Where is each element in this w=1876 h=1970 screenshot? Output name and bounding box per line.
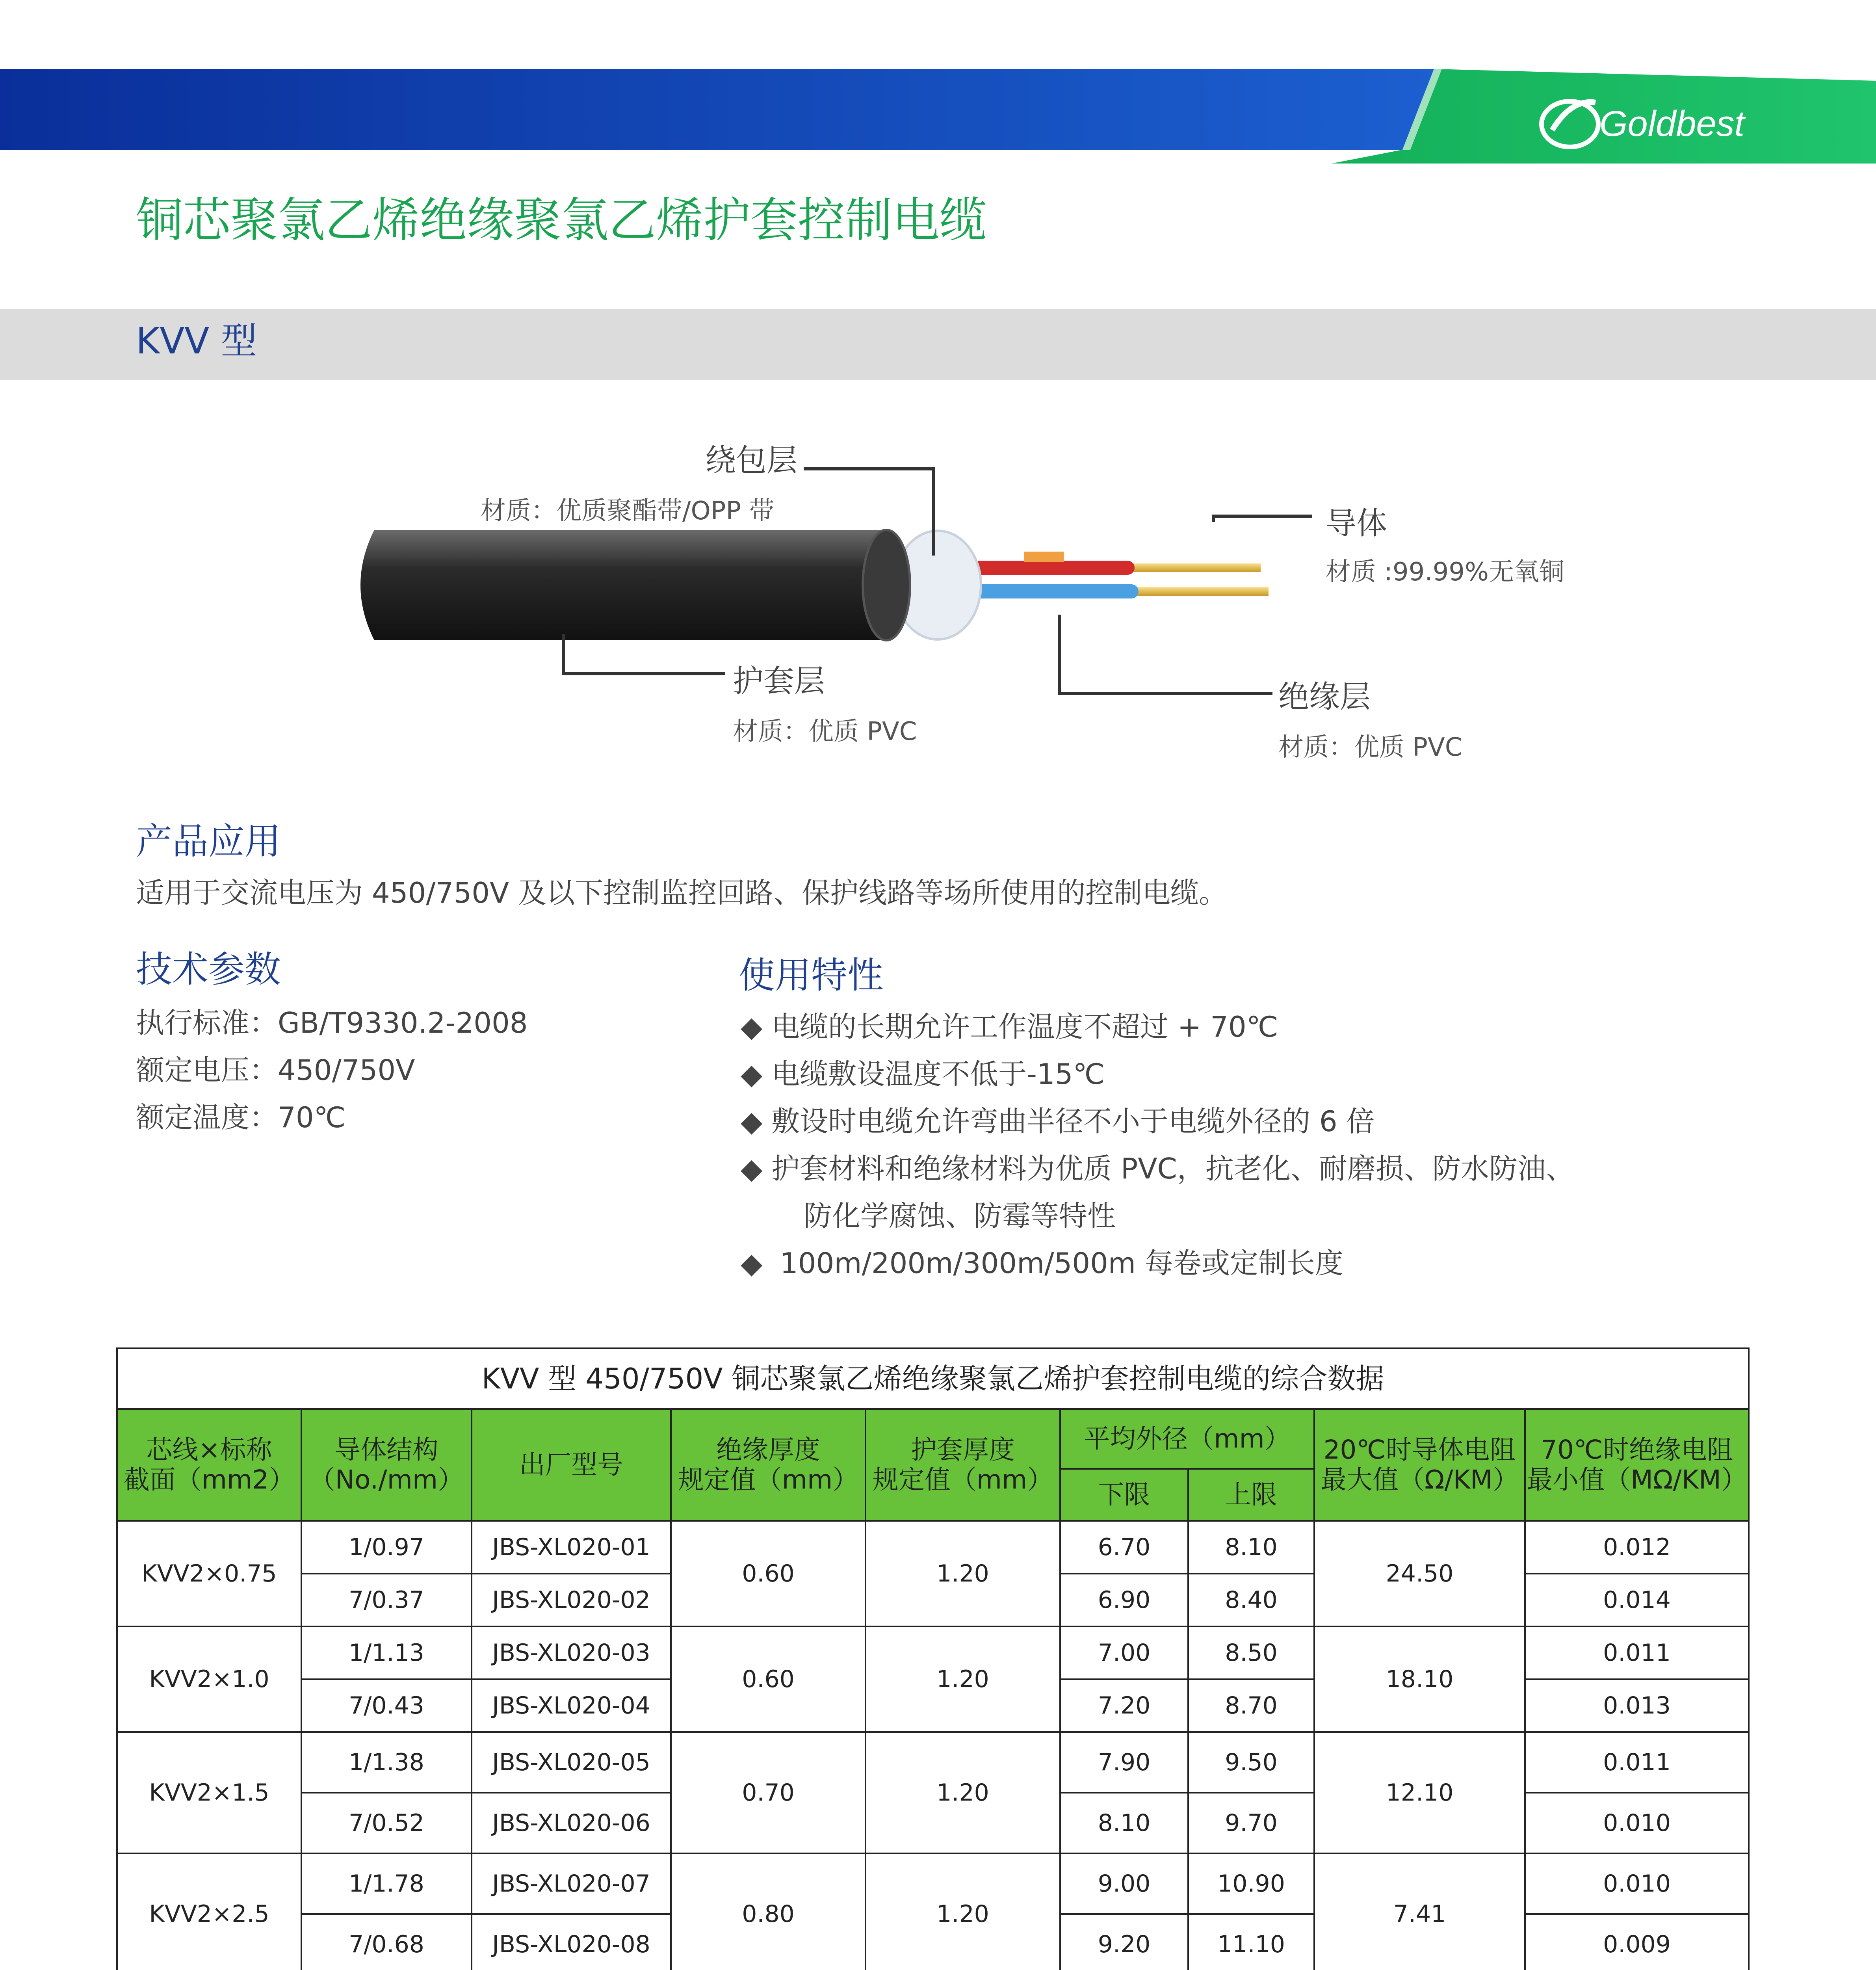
cell-diameter-min: 6.90 [1060, 1574, 1188, 1626]
insulation-label: 绝缘层 [1278, 679, 1371, 715]
cell-resistance: 7.41 [1314, 1853, 1525, 1970]
tech-item: 额定电压：450/750V [136, 1054, 415, 1087]
diamond-bullet-icon: ◆ [741, 1057, 763, 1091]
cell-sheath: 1.20 [866, 1521, 1060, 1626]
cell-insulation-resistance: 0.014 [1525, 1574, 1749, 1626]
cell-insulation-resistance: 0.013 [1525, 1679, 1749, 1732]
table-caption: KVV 型 450/750V 铜芯聚氯乙烯绝缘聚氯乙烯护套控制电缆的综合数据 [117, 1348, 1749, 1409]
feature-item: ◆ 护套材料和绝缘材料为优质 PVC，抗老化、耐磨损、防水防油、 [741, 1152, 1574, 1185]
cell-structure: 7/0.52 [301, 1793, 472, 1853]
cell-diameter-min: 8.10 [1060, 1793, 1188, 1853]
cell-resistance: 24.50 [1314, 1521, 1525, 1626]
cell-insulation-resistance: 0.010 [1525, 1853, 1749, 1914]
cell-sheath: 1.20 [866, 1626, 1060, 1732]
col-header-insulation: 绝缘厚度 规定值（mm） [671, 1409, 866, 1521]
cell-structure: 1/1.78 [301, 1853, 472, 1914]
feature-item: ◆ 电缆的长期允许工作温度不超过 + 70℃ [741, 1010, 1278, 1043]
cell-structure: 1/0.97 [301, 1521, 472, 1574]
col-header-insulation-resistance: 70℃时绝缘电阻 最小值（MΩ/KM） [1525, 1409, 1749, 1521]
cell-core-spec: KVV2×1.5 [117, 1732, 301, 1853]
cell-insulation-resistance: 0.011 [1525, 1626, 1749, 1679]
cell-structure: 1/1.38 [301, 1732, 472, 1793]
cell-insulation-resistance: 0.010 [1525, 1793, 1749, 1853]
cell-insulation: 0.70 [671, 1732, 866, 1853]
col-header-core: 芯线×标称 截面（mm2） [117, 1409, 301, 1521]
cell-structure: 7/0.43 [301, 1679, 472, 1732]
cell-diameter-min: 6.70 [1060, 1521, 1188, 1574]
col-header-diameter: 平均外径（mm） [1060, 1409, 1314, 1469]
diamond-bullet-icon: ◆ [741, 1152, 763, 1185]
col-header-resistance: 20℃时导体电阻 最大值（Ω/KM） [1314, 1409, 1525, 1521]
cell-diameter-max: 8.70 [1188, 1679, 1314, 1732]
cell-core-spec: KVV2×1.0 [117, 1626, 301, 1732]
tech-item: 额定温度：70℃ [136, 1101, 346, 1134]
page-title: 铜芯聚氯乙烯绝缘聚氯乙烯护套控制电缆 [136, 193, 987, 248]
cell-sheath: 1.20 [866, 1732, 1060, 1853]
feature-item-continued: 防化学腐蚀、防霉等特性 [804, 1199, 1116, 1232]
cell-structure: 7/0.37 [301, 1574, 472, 1626]
cell-diameter-min: 7.90 [1060, 1732, 1188, 1793]
cell-insulation-resistance: 0.009 [1525, 1914, 1749, 1970]
cell-diameter-max: 8.10 [1188, 1521, 1314, 1574]
cable-diagram [0, 394, 1876, 788]
wrap-layer-material: 材质：优质聚酯带/OPP 带 [481, 496, 775, 526]
diamond-bullet-icon: ◆ [741, 1247, 763, 1280]
cell-core-spec: KVV2×2.5 [117, 1853, 301, 1970]
conductor-label: 导体 [1326, 506, 1387, 541]
cell-diameter-max: 10.90 [1188, 1853, 1314, 1914]
cell-diameter-min: 7.20 [1060, 1679, 1188, 1732]
cell-resistance: 12.10 [1314, 1732, 1525, 1853]
diamond-bullet-icon: ◆ [741, 1010, 763, 1043]
cell-structure: 7/0.68 [301, 1914, 472, 1970]
brand-name: Goldbest [1599, 104, 1745, 144]
sheath-label: 护套层 [733, 663, 825, 699]
features-heading: 使用特性 [739, 954, 884, 996]
wrap-layer-label: 绕包层 [705, 443, 798, 478]
cell-diameter-max: 8.40 [1188, 1574, 1314, 1626]
col-header-sheath: 护套厚度 规定值（mm） [866, 1409, 1060, 1521]
cell-diameter-max: 9.50 [1188, 1732, 1314, 1793]
table-row [117, 1521, 1749, 1574]
col-header-min: 下限 [1060, 1469, 1188, 1521]
insulation-material: 材质：优质 PVC [1278, 733, 1463, 762]
cell-insulation-resistance: 0.011 [1525, 1732, 1749, 1793]
cell-diameter-max: 9.70 [1188, 1793, 1314, 1853]
model-band [0, 309, 1876, 380]
cell-structure: 1/1.13 [301, 1626, 472, 1679]
tech-item: 执行标准：GB/T9330.2-2008 [136, 1006, 528, 1039]
cell-diameter-min: 7.00 [1060, 1626, 1188, 1679]
cell-core-spec: KVV2×0.75 [117, 1521, 301, 1626]
sheath-material: 材质：优质 PVC [733, 717, 917, 746]
cell-resistance: 18.10 [1314, 1626, 1525, 1732]
cell-insulation-resistance: 0.012 [1525, 1521, 1749, 1574]
diamond-bullet-icon: ◆ [741, 1105, 763, 1138]
cell-model: JBS-XL020-07 [472, 1853, 671, 1914]
cell-model: JBS-XL020-05 [472, 1732, 671, 1793]
cell-diameter-max: 8.50 [1188, 1626, 1314, 1679]
cell-insulation: 0.60 [671, 1626, 866, 1732]
cell-model: JBS-XL020-06 [472, 1793, 671, 1853]
col-header-model: 出厂型号 [472, 1409, 671, 1521]
feature-item: ◆ 电缆敷设温度不低于-15℃ [741, 1057, 1105, 1091]
col-header-max: 上限 [1188, 1469, 1314, 1521]
cell-model: JBS-XL020-01 [472, 1521, 671, 1574]
table-row [117, 1732, 1749, 1793]
cell-insulation: 0.80 [671, 1853, 866, 1970]
table-row [117, 1626, 1749, 1679]
application-heading: 产品应用 [136, 820, 281, 862]
model-title: KVV 型 [136, 320, 257, 362]
conductor-material: 材质 :99.99%无氧铜 [1326, 558, 1564, 587]
cell-model: JBS-XL020-03 [472, 1626, 671, 1679]
application-text: 适用于交流电压为 450/750V 及以下控制监控回路、保护线路等场所使用的控制电缆。 [136, 876, 1228, 909]
feature-item: ◆ 敷设时电缆允许弯曲半径不小于电缆外径的 6 倍 [741, 1105, 1375, 1138]
table-row [117, 1853, 1749, 1914]
cell-model: JBS-XL020-08 [472, 1914, 671, 1970]
cell-model: JBS-XL020-02 [472, 1574, 671, 1626]
sheath-jacket [360, 530, 900, 640]
cell-diameter-min: 9.20 [1060, 1914, 1188, 1970]
header-band [0, 0, 1876, 169]
col-header-structure: 导体结构 （No./mm） [301, 1409, 472, 1521]
tech-heading: 技术参数 [136, 948, 281, 991]
cell-diameter-min: 9.00 [1060, 1853, 1188, 1914]
cell-insulation: 0.60 [671, 1521, 866, 1626]
cell-diameter-max: 11.10 [1188, 1914, 1314, 1970]
spec-table [116, 1347, 1750, 1970]
feature-item: ◆ 100m/200m/300m/500m 每卷或定制长度 [741, 1247, 1343, 1280]
cell-model: JBS-XL020-04 [472, 1679, 671, 1732]
cell-sheath: 1.20 [866, 1853, 1060, 1970]
